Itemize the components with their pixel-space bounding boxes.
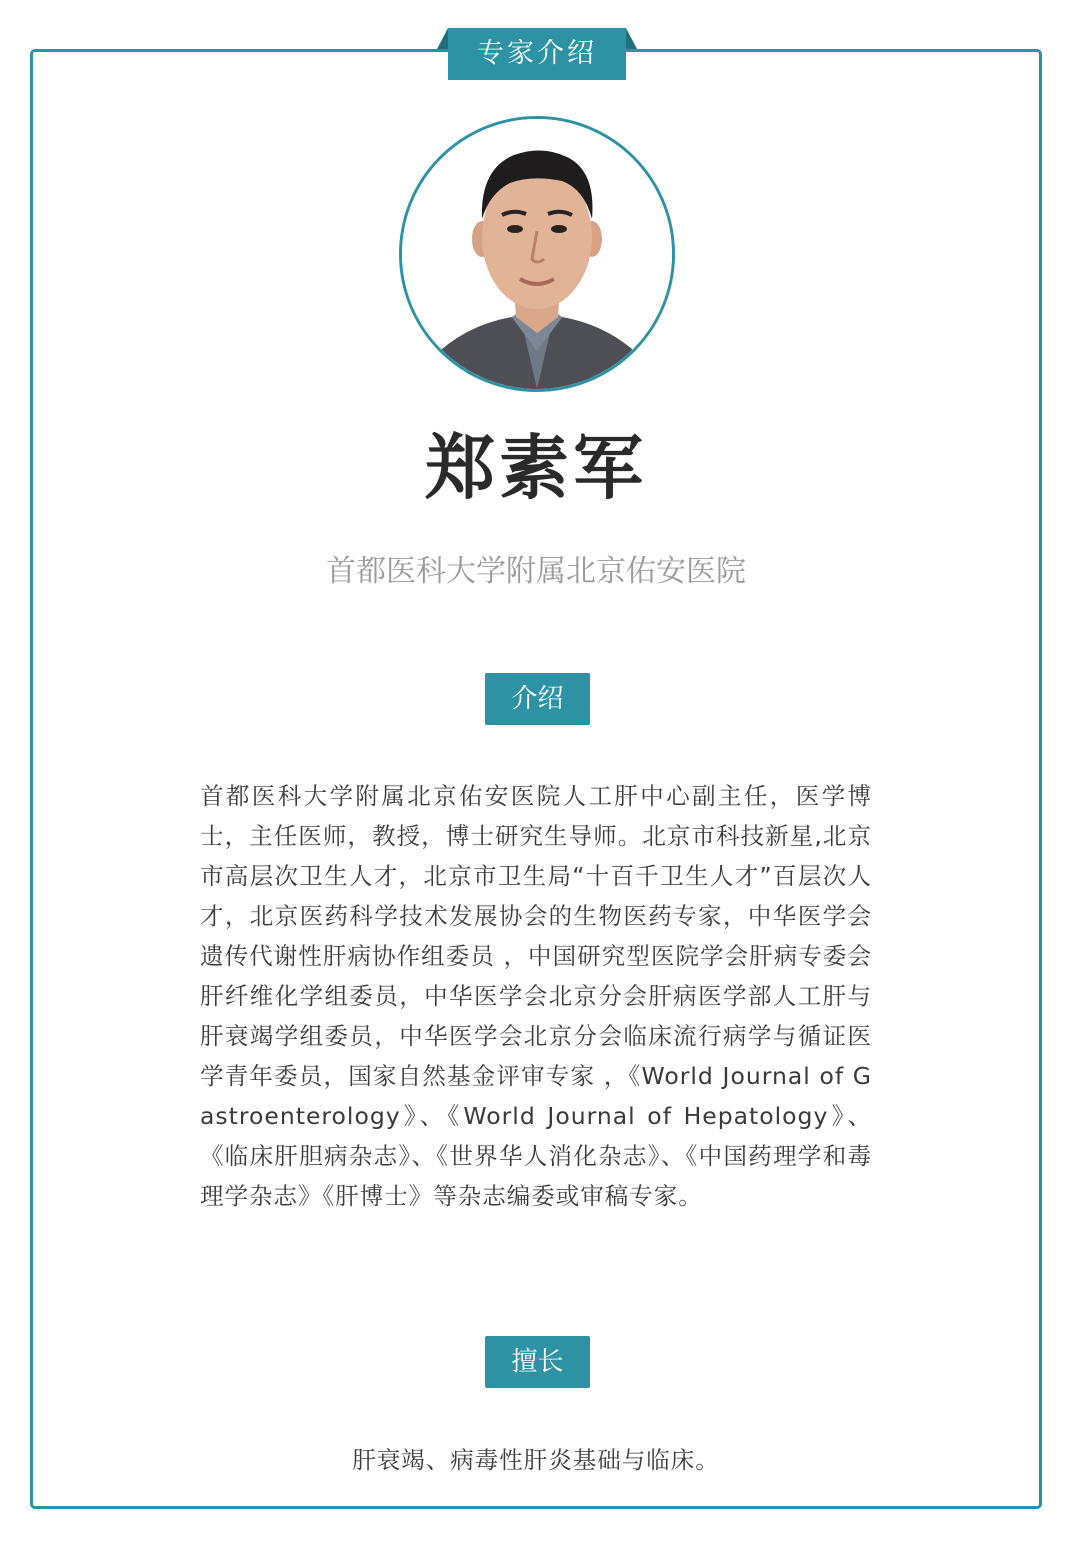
specialty-section-label: 擅长	[485, 1336, 590, 1388]
intro-section-label: 介绍	[485, 673, 590, 725]
hospital-name: 首都医科大学附属北京佑安医院	[326, 554, 746, 589]
header-title: 专家介绍	[448, 28, 626, 80]
portrait-photo-icon	[402, 119, 672, 389]
specialty-paragraph: 肝衰竭、病毒性肝炎基础与临床。	[352, 1446, 720, 1474]
avatar	[399, 116, 675, 392]
tab-fold-left	[437, 28, 448, 49]
expert-name: 郑素军	[425, 426, 647, 509]
intro-paragraph: 首都医科大学附属北京佑安医院人工肝中心副主任，医学博士，主任医师，教授，博士研究生导师。北京市科技新星,北京市高层次卫生人才，北京市卫生局“十百千卫生人才”百层次人才，北京医药科学技术发展协会的生物医药专家，中华医学会遗传代谢性肝病协作组委员 ，中国研究型医院学会肝病专委会肝纤维化学组委员，中华医学会北京分会肝病医学部人工肝与肝衰竭学组委员，中华医学会北京分会临床流行病学与循证医学青年委员，国家自然基金评审专家 ，《World Journal of Gastroenterology》、《World Journal of Hepatology》、《临床肝胆病杂志》、《世界华人消化杂志》、《中国药理学和毒理学杂志》《肝博士》等杂志编委或审稿专家。	[200, 782, 872, 1210]
tab-fold-right	[626, 28, 637, 49]
